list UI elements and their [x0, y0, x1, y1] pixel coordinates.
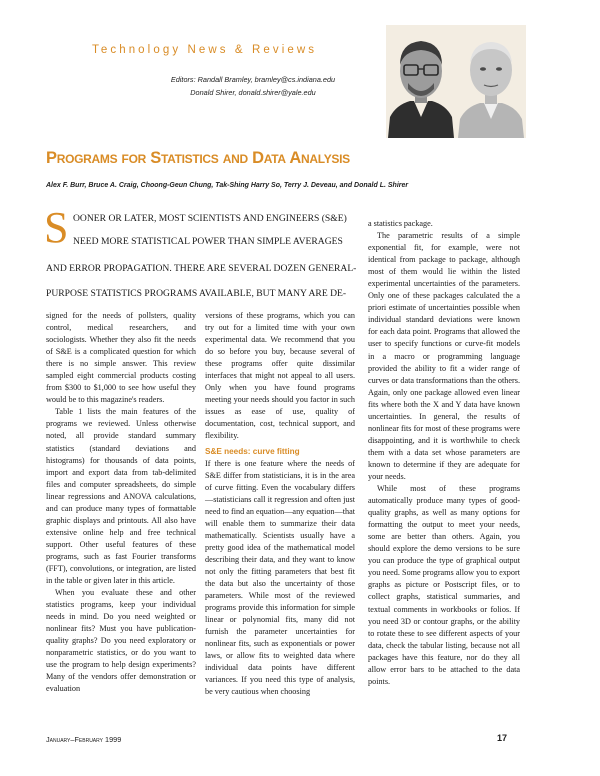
lead-line-4: PURPOSE STATISTICS PROGRAMS AVAILABLE, BUT MANY ARE DE- [46, 288, 347, 299]
paragraph: When you evaluate these and other statistics programs, keep your individual needs in mind. Do you need weighted or nonlinear fits? Must you have publication-quality graphs? Do you need exploratory or nonparametric statistics, or do you want to use the program to help design experiments? Many of the vendors offer demonstration or evaluation [46, 588, 196, 694]
body-column-1 [46, 310, 196, 696]
editor-photo-shirer [456, 25, 526, 138]
article-title: Programs for Statistics and Data Analysis [46, 149, 350, 167]
editor-line-2: Donald Shirer, donald.shirer@yale.edu [190, 88, 316, 97]
lead-line-1: OONER OR LATER, MOST SCIENTISTS AND ENGINEERS (S&E) [73, 213, 347, 224]
body-column-3 [368, 218, 520, 688]
section-header: Technology News & Reviews [92, 44, 318, 56]
paragraph: The parametric results of a simple exponential fit, for example, were not identical from package to package, although most of them would lie within the listed experimental uncertainties of the parameters. Only one of these packages calculated the a priori estimate of uncertainties possible when individual standard deviations were known for each data point. Programs that allowed the user to specify functions or curve-fit models in a macro or programming language provided the ability to fit a wider range of curves or data transformations than the others. Again, only one package allowed even linear fits where both the X and Y data have known uncertainties. In general, the results of nonlinear fits for most of these programs were disappointing, and it is worthwhile to check them with a data set whose parameters are known to determine if they are adequate for your needs. [368, 231, 520, 481]
paragraph: If there is one feature where the needs of S&E differ from statisticians, it is in the area of curve fitting. Even the vocabulary differs—statisticians call it regression and often just need to find an equation—any equation—that will enable them to summarize their data mathematically. Scientists usually have a pretty good idea of the mathematical model describing their data, and they want to know not only the fitting parameters that best fit the data but also the uncertainty of those parameters. While most of the reviewed programs provide this information for simple linear or polynomial fits, many did not furnish the parameter uncertainties for nonlinear fits, such as exponentials or power laws, or allow fits to weighted data where individual data points have different variances. If you need this type of analysis, be very cautious when choosing [205, 458, 355, 697]
article-authors: Alex F. Burr, Bruce A. Craig, Choong-Geun Chung, Tak-Shing Harry So, Terry J. Deveau, and Donald L. Shirer [46, 182, 409, 189]
drop-cap: S [44, 203, 69, 252]
paragraph: a statistics package. [368, 219, 433, 228]
paragraph: While most of these programs automatically produce many types of good-quality graphs, as well as many options for formatting the output to meet your needs, some are better than others. Again, you should explore the demo versions to be sure you can produce the type of graphical output you need. Some programs allow you to export graphs as picture or Postscript files, or to collect graphs, statistical summaries, and textual comments in workbooks or folios. If you need 3D or contour graphs, or the ability to rotate these to see different aspects of your data, check the tabular listing, because not all packages have this feature, nor do they all allow error bars to be attached to the data points. [368, 484, 520, 686]
paragraph: Table 1 lists the main features of the programs we reviewed. Unless otherwise noted, all provide standard summary statistics (standard deviations and histograms) for thousands of data points, import and export data from tab-delimited files and computer spreadsheets, do simple linear regressions and ANOVA calculations, and can produce many types of formattable graphic displays and printouts. All also have extensive online help and free technical support. Other useful features of these programs, such as fast Fourier transforms (FFT), convolutions, or integration, are listed in the table or given later in this article. [46, 407, 196, 586]
section-subhead: S&E needs: curve fitting [205, 446, 300, 456]
lead-line-2: NEED MORE STATISTICAL POWER THAN SIMPLE AVERAGES [73, 236, 343, 247]
editors-credit [118, 73, 388, 99]
editor-photo-bramley [386, 25, 456, 138]
paragraph: signed for the needs of pollsters, quality control, medical researchers, and sociologists. Whether they also fit the needs of S&E is a complicated question for which there is no simple answer. This review sampled eight commercial products costing from $300 to $1,000 to see how useful they would be to this magazine's readers. [46, 311, 196, 405]
paragraph: versions of these programs, which you can try out for a limited time with your own experimental data. We recommend that you do so before you buy, because several of these programs offer quite dissimilar interfaces that might not appeal to all users. Only when you have found programs meeting your needs should you factor in such issues as ease of use, quality of documentation, cost, technical support, and flexibility. [205, 311, 355, 441]
issue-date: January–February 1999 [46, 735, 122, 744]
lead-line-3: AND ERROR PROPAGATION. THERE ARE SEVERAL DOZEN GENERAL- [46, 263, 357, 274]
body-column-2 [205, 310, 355, 699]
page-number: 17 [497, 733, 508, 743]
editor-line-1: Editors: Randall Bramley, bramley@cs.indiana.edu [170, 75, 336, 84]
